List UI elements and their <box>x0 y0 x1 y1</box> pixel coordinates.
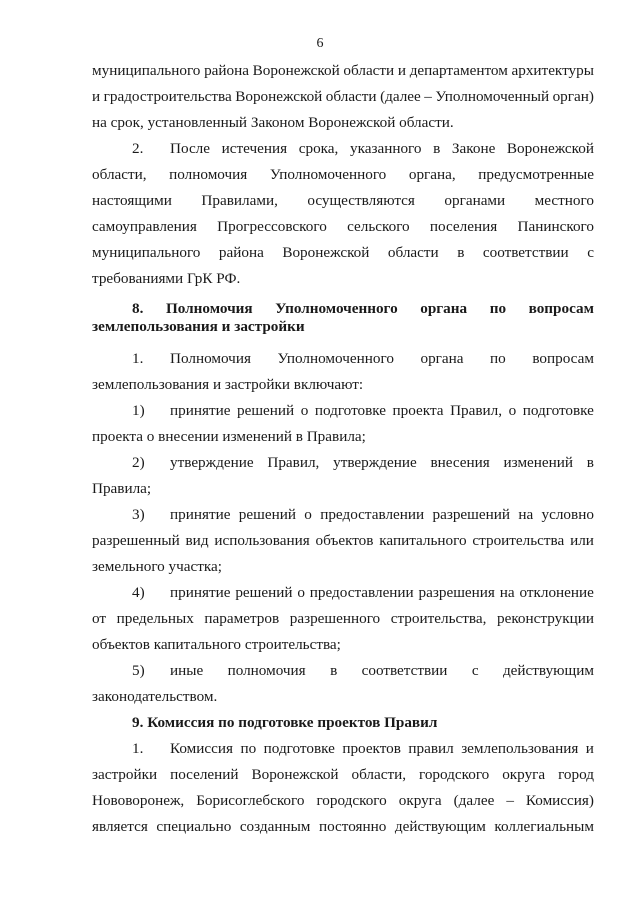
word: Борисоглебского <box>196 792 305 809</box>
list-item-3 <box>92 502 594 528</box>
word: сельского <box>347 218 410 235</box>
word: Воронежской <box>506 140 594 157</box>
text-line: Правила; <box>92 480 152 497</box>
word: принятие <box>170 402 231 419</box>
text-line: требованиями ГрК РФ. <box>92 270 241 287</box>
word: и <box>397 62 407 79</box>
word: орган) <box>552 88 594 105</box>
word: района <box>204 62 249 79</box>
word: подготовке <box>263 740 335 757</box>
word: разрешений <box>432 506 510 523</box>
list-number: 4) <box>132 584 145 601</box>
section-8-heading-cont: землепользования и застройки <box>92 318 305 335</box>
word: в <box>433 140 441 157</box>
word: строительства, <box>390 610 487 627</box>
word: или <box>570 532 594 549</box>
word: органами <box>444 192 506 209</box>
list-number: 3) <box>132 506 145 523</box>
text-line <box>92 528 594 554</box>
list-number: 1) <box>132 402 145 419</box>
text-line <box>92 162 594 188</box>
word: предоставлении <box>320 506 425 523</box>
list-item-4 <box>92 580 594 606</box>
paragraph-number: 1. <box>132 350 144 367</box>
word: самоуправления <box>92 218 197 235</box>
word: строительства <box>472 532 565 549</box>
word: настоящими <box>92 192 172 209</box>
word: коллегиальным <box>494 818 594 835</box>
section-8-heading <box>92 300 594 318</box>
text-line <box>92 214 594 240</box>
word: соответствии <box>482 244 569 261</box>
word: землепользования <box>461 740 579 757</box>
word: с <box>471 662 479 679</box>
text-line <box>92 84 594 110</box>
text-line <box>92 788 594 814</box>
word: разрешения <box>418 584 495 601</box>
word: предельных <box>116 610 194 627</box>
word: округа <box>502 766 546 783</box>
word: вопросам <box>532 350 594 367</box>
word: (далее <box>380 88 421 105</box>
text-line <box>170 450 594 476</box>
word: постоянно <box>318 818 387 835</box>
paragraph-number: 2. <box>132 140 144 157</box>
word: подготовке <box>314 402 387 419</box>
page-number: 6 <box>316 36 324 51</box>
text-line: объектов капитального строительства; <box>92 636 341 653</box>
word: Уполномоченного <box>277 350 394 367</box>
word: предоставлении <box>309 584 414 601</box>
paragraph-2-first-line <box>92 136 594 162</box>
word: поселения <box>429 218 498 235</box>
word: подготовке <box>522 402 594 419</box>
word: и <box>585 740 594 757</box>
text-line <box>92 188 594 214</box>
word: изменений <box>503 454 574 471</box>
word: Комиссия) <box>525 792 594 809</box>
word: градостроительства <box>103 88 232 105</box>
word: муниципального <box>92 62 201 79</box>
word: в <box>330 662 338 679</box>
text-line: землепользования и застройки включают: <box>92 376 364 393</box>
list-item-5 <box>92 658 594 684</box>
word: Воронежской <box>251 766 339 783</box>
word: с <box>587 244 594 261</box>
word: от <box>92 610 107 627</box>
text-line: земельного участка; <box>92 558 223 575</box>
word: срока, <box>298 140 339 157</box>
word: и <box>92 88 101 105</box>
word: После <box>170 140 211 157</box>
text-line <box>170 398 594 424</box>
text-line: на срок, установленный Законом Воронежской области. <box>92 114 454 131</box>
word: Уполномоченного <box>275 300 398 317</box>
text-line <box>170 346 594 372</box>
word: Воронежской <box>235 88 323 105</box>
word: Прогрессовского <box>217 218 327 235</box>
word: городского <box>316 792 387 809</box>
text-line <box>170 136 594 162</box>
word: полномочия <box>169 166 248 183</box>
paragraph-number: 1. <box>132 740 144 757</box>
word: муниципального <box>92 244 201 261</box>
word: вид <box>185 532 209 549</box>
word: объектов <box>315 532 374 549</box>
word: полномочия <box>227 662 306 679</box>
word: принятие <box>170 506 231 523</box>
word: осуществляются <box>307 192 415 209</box>
word: (далее <box>453 792 495 809</box>
word: разрешенный <box>92 532 180 549</box>
word: капитального <box>379 532 467 549</box>
word: органа, <box>408 166 456 183</box>
word: по <box>489 300 507 317</box>
word: Нововоронеж, <box>92 792 185 809</box>
word: Уполномоченного <box>269 166 387 183</box>
word: застройки <box>92 766 158 783</box>
section-9-heading: 9. Комиссия по подготовке проектов Правил <box>132 714 438 731</box>
word: по <box>490 350 506 367</box>
text-line: законодательством. <box>92 688 218 705</box>
word: проекта <box>392 402 444 419</box>
word: области <box>387 244 439 261</box>
word: отклонение <box>519 584 594 601</box>
word: проектов <box>342 740 401 757</box>
word: района <box>218 244 264 261</box>
word: разрешенного <box>289 610 381 627</box>
word: созданным <box>239 818 311 835</box>
word: действующим <box>394 818 486 835</box>
word: в <box>586 454 594 471</box>
text-line <box>92 814 594 840</box>
word: органа <box>420 350 464 367</box>
list-item-1 <box>92 398 594 424</box>
word: утверждение <box>333 454 417 471</box>
word: реконструкции <box>496 610 594 627</box>
word: решений <box>235 584 293 601</box>
word: правил <box>408 740 454 757</box>
word: указанного <box>349 140 422 157</box>
text-line: проекта о внесении изменений в Правила; <box>92 428 366 445</box>
word: решений <box>237 402 295 419</box>
word: о <box>304 506 312 523</box>
word: специально <box>156 818 232 835</box>
word: области, <box>351 766 407 783</box>
word: является <box>92 818 148 835</box>
word: на <box>518 506 534 523</box>
word: поселений <box>170 766 239 783</box>
text-line <box>92 58 594 84</box>
word: о <box>297 584 305 601</box>
word: архитектуры <box>511 62 594 79</box>
word: городского <box>418 766 490 783</box>
word: внесения <box>430 454 490 471</box>
word: Воронежской <box>282 244 370 261</box>
word: Полномочия <box>170 350 251 367</box>
word: Уполномоченный <box>435 88 550 105</box>
section-8-item-1 <box>92 346 594 372</box>
word: 8. <box>132 300 144 317</box>
text-line <box>92 240 594 266</box>
text-line <box>170 658 594 684</box>
section-9-item-1 <box>92 736 594 762</box>
word: предусмотренные <box>478 166 594 183</box>
word: условно <box>541 506 594 523</box>
word: – <box>506 792 514 809</box>
word: – <box>424 88 432 105</box>
word: Комиссия <box>170 740 234 757</box>
word: по <box>240 740 257 757</box>
word: в <box>457 244 465 261</box>
text-line <box>92 606 594 632</box>
word: решений <box>238 506 296 523</box>
list-item-2 <box>92 450 594 476</box>
word: истечения <box>221 140 288 157</box>
word: о <box>508 402 517 419</box>
word: департаментом <box>409 62 508 79</box>
word: на <box>499 584 515 601</box>
word: области <box>343 62 395 79</box>
word: о <box>300 402 309 419</box>
word: Правил, <box>450 402 503 419</box>
word: иные <box>170 662 204 679</box>
word: органа <box>420 300 468 317</box>
text-line <box>170 502 594 528</box>
word: Панинского <box>517 218 594 235</box>
word: местного <box>534 192 594 209</box>
word: области, <box>92 166 147 183</box>
list-number: 2) <box>132 454 145 471</box>
word: Правилами, <box>201 192 278 209</box>
word: параметров <box>204 610 280 627</box>
word: утверждение <box>170 454 254 471</box>
word: округа <box>398 792 442 809</box>
word: Полномочия <box>165 300 253 317</box>
list-number: 5) <box>132 662 145 679</box>
word: соответствии <box>361 662 448 679</box>
word: Законе <box>451 140 496 157</box>
word: действующим <box>502 662 594 679</box>
word: области <box>325 88 377 105</box>
word: Воронежской <box>252 62 340 79</box>
word: Правил, <box>267 454 320 471</box>
text-line <box>92 762 594 788</box>
text-line <box>170 580 594 606</box>
word: принятие <box>170 584 231 601</box>
word: город <box>558 766 594 783</box>
word: использования <box>214 532 310 549</box>
text-line <box>170 736 594 762</box>
document-body <box>92 58 594 840</box>
word: вопросам <box>528 300 594 317</box>
